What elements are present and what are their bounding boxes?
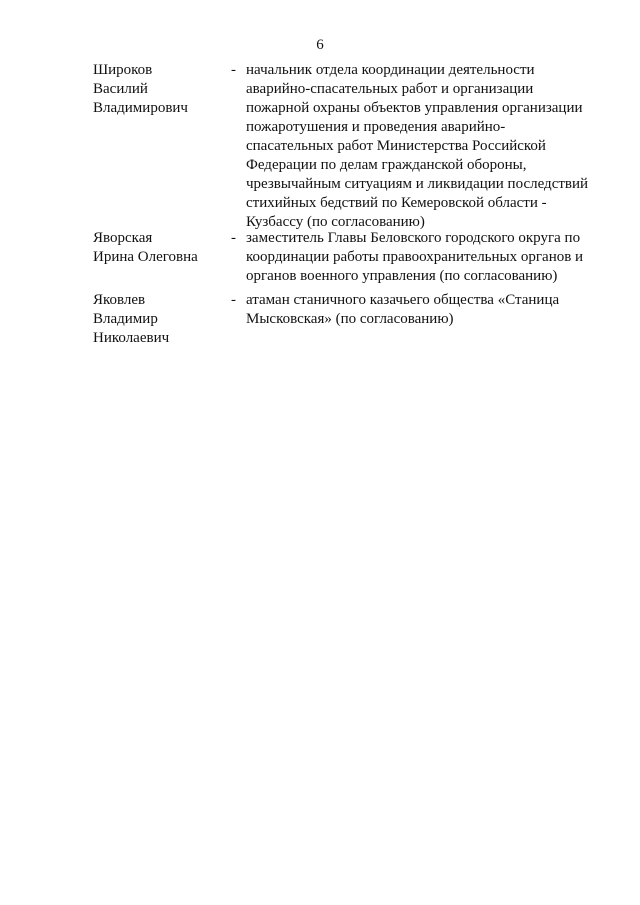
position-line: Кузбассу (по согласованию) xyxy=(246,214,425,230)
position-line: Федерации по делам гражданской обороны, xyxy=(246,157,527,173)
position-line: атаман станичного казачьего общества «Станица xyxy=(246,292,560,308)
name-line: Владимир xyxy=(93,311,158,327)
position-line: координации работы правоохранительных органов и xyxy=(246,249,584,265)
dash-separator: - xyxy=(231,230,236,246)
name-line: Василий xyxy=(93,81,148,97)
member-position xyxy=(246,61,606,232)
name-line: Широков xyxy=(93,62,153,78)
member-position xyxy=(246,229,606,286)
position-line: пожаротушения и проведения аварийно- xyxy=(246,119,506,135)
name-line: Ирина Олеговна xyxy=(93,249,198,265)
name-line: Яворская xyxy=(93,230,153,246)
position-line: начальник отдела координации деятельности xyxy=(246,62,535,78)
position-line: Мысковская» (по согласованию) xyxy=(246,311,454,327)
position-line: стихийных бедствий по Кемеровской области - xyxy=(246,195,547,211)
name-line: Яковлев xyxy=(93,292,146,308)
dash-separator: - xyxy=(231,292,236,308)
position-line: пожарной охраны объектов управления организации xyxy=(246,100,583,116)
dash-separator: - xyxy=(231,62,236,78)
position-line: органов военного управления (по согласованию) xyxy=(246,268,558,284)
member-name xyxy=(93,229,228,267)
position-line: чрезвычайным ситуациям и ликвидации последствий xyxy=(246,176,589,192)
member-position xyxy=(246,291,606,329)
member-name xyxy=(93,291,228,348)
member-name xyxy=(93,61,228,118)
position-line: заместитель Главы Беловского городского округа по xyxy=(246,230,581,246)
position-line: спасательных работ Министерства Российской xyxy=(246,138,546,154)
page-number: 6 xyxy=(316,37,324,53)
name-line: Николаевич xyxy=(93,330,170,346)
position-line: аварийно-спасательных работ и организации xyxy=(246,81,534,97)
name-line: Владимирович xyxy=(93,100,188,116)
